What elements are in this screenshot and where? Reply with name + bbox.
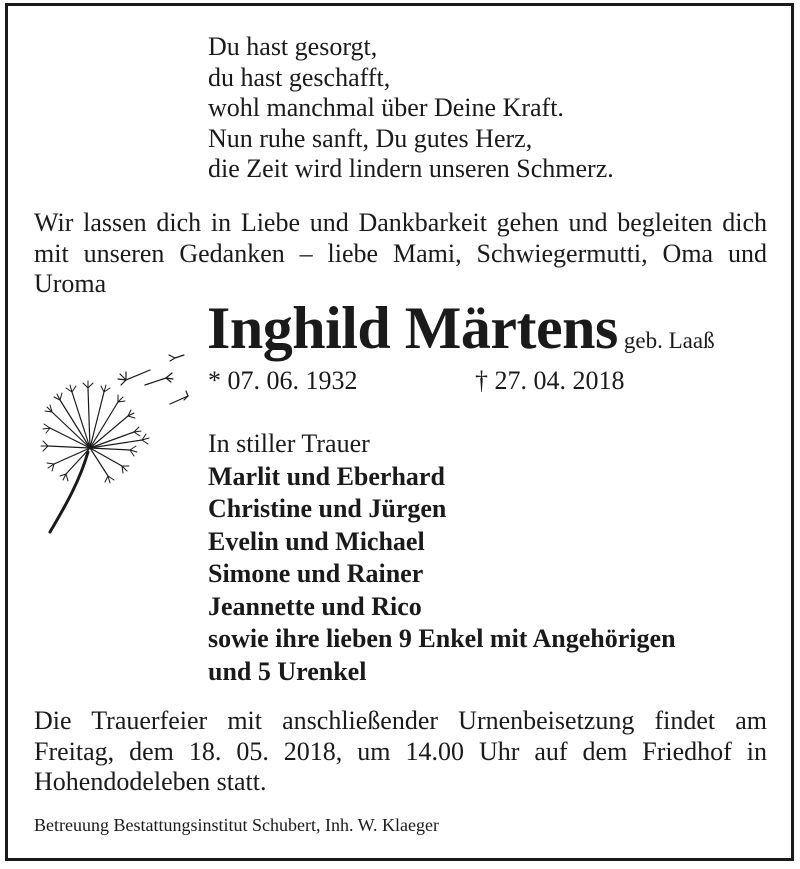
funeral-service-info	[34, 706, 767, 798]
mourner-name: und 5 Urenkel	[208, 656, 367, 686]
maiden-name: geb. Laaß	[623, 328, 715, 353]
poem-line: Nun ruhe sanft, Du gutes Herz,	[208, 123, 533, 153]
poem-line: wohl manchmal über Deine Kraft.	[208, 93, 564, 122]
death-date: † 27. 04. 2018	[475, 366, 625, 395]
intro-line: Wir lassen dich in Liebe und Dankbarkeit gehen und begleiten dich	[34, 208, 767, 237]
intro-line: mit unseren Gedanken – liebe Mami, Schwiegermutti, Oma und	[34, 238, 767, 268]
service-line: Hohendodeleben statt.	[34, 767, 267, 796]
funeral-home-credit: Betreuung Bestattungsinstitut Schubert, Inh. W. Klaeger	[34, 815, 439, 835]
mourner-name: Marlit und Eberhard	[208, 461, 445, 491]
birth-date: * 07. 06. 1932	[208, 366, 358, 395]
dandelion-icon	[30, 340, 190, 540]
mourner-name: Evelin und Michael	[208, 526, 425, 556]
mourner-name: Christine und Jürgen	[208, 494, 447, 523]
deceased-name-block	[207, 296, 715, 360]
poem-line: Du hast gesorgt,	[208, 32, 378, 61]
mourning-lead: In stiller Trauer	[208, 429, 370, 458]
intro-paragraph	[34, 208, 767, 300]
deceased-name: Inghild Märtens	[207, 295, 618, 361]
mourner-name: sowie ihre lieben 9 Enkel mit Angehörigen	[208, 624, 676, 653]
poem-line: du hast geschafft,	[208, 62, 391, 92]
service-line: Freitag, dem 18. 05. 2018, um 14.00 Uhr auf dem Friedhof in	[34, 736, 767, 766]
poem-line: die Zeit wird lindern unseren Schmerz.	[208, 154, 614, 183]
mourners-list	[208, 428, 676, 688]
intro-line: Uroma	[34, 269, 107, 298]
mourner-name: Simone und Rainer	[208, 559, 424, 588]
poem	[208, 32, 614, 185]
mourner-name: Jeannette und Rico	[208, 591, 422, 621]
service-line: Die Trauerfeier mit anschließender Urnenbeisetzung findet am	[34, 706, 767, 735]
